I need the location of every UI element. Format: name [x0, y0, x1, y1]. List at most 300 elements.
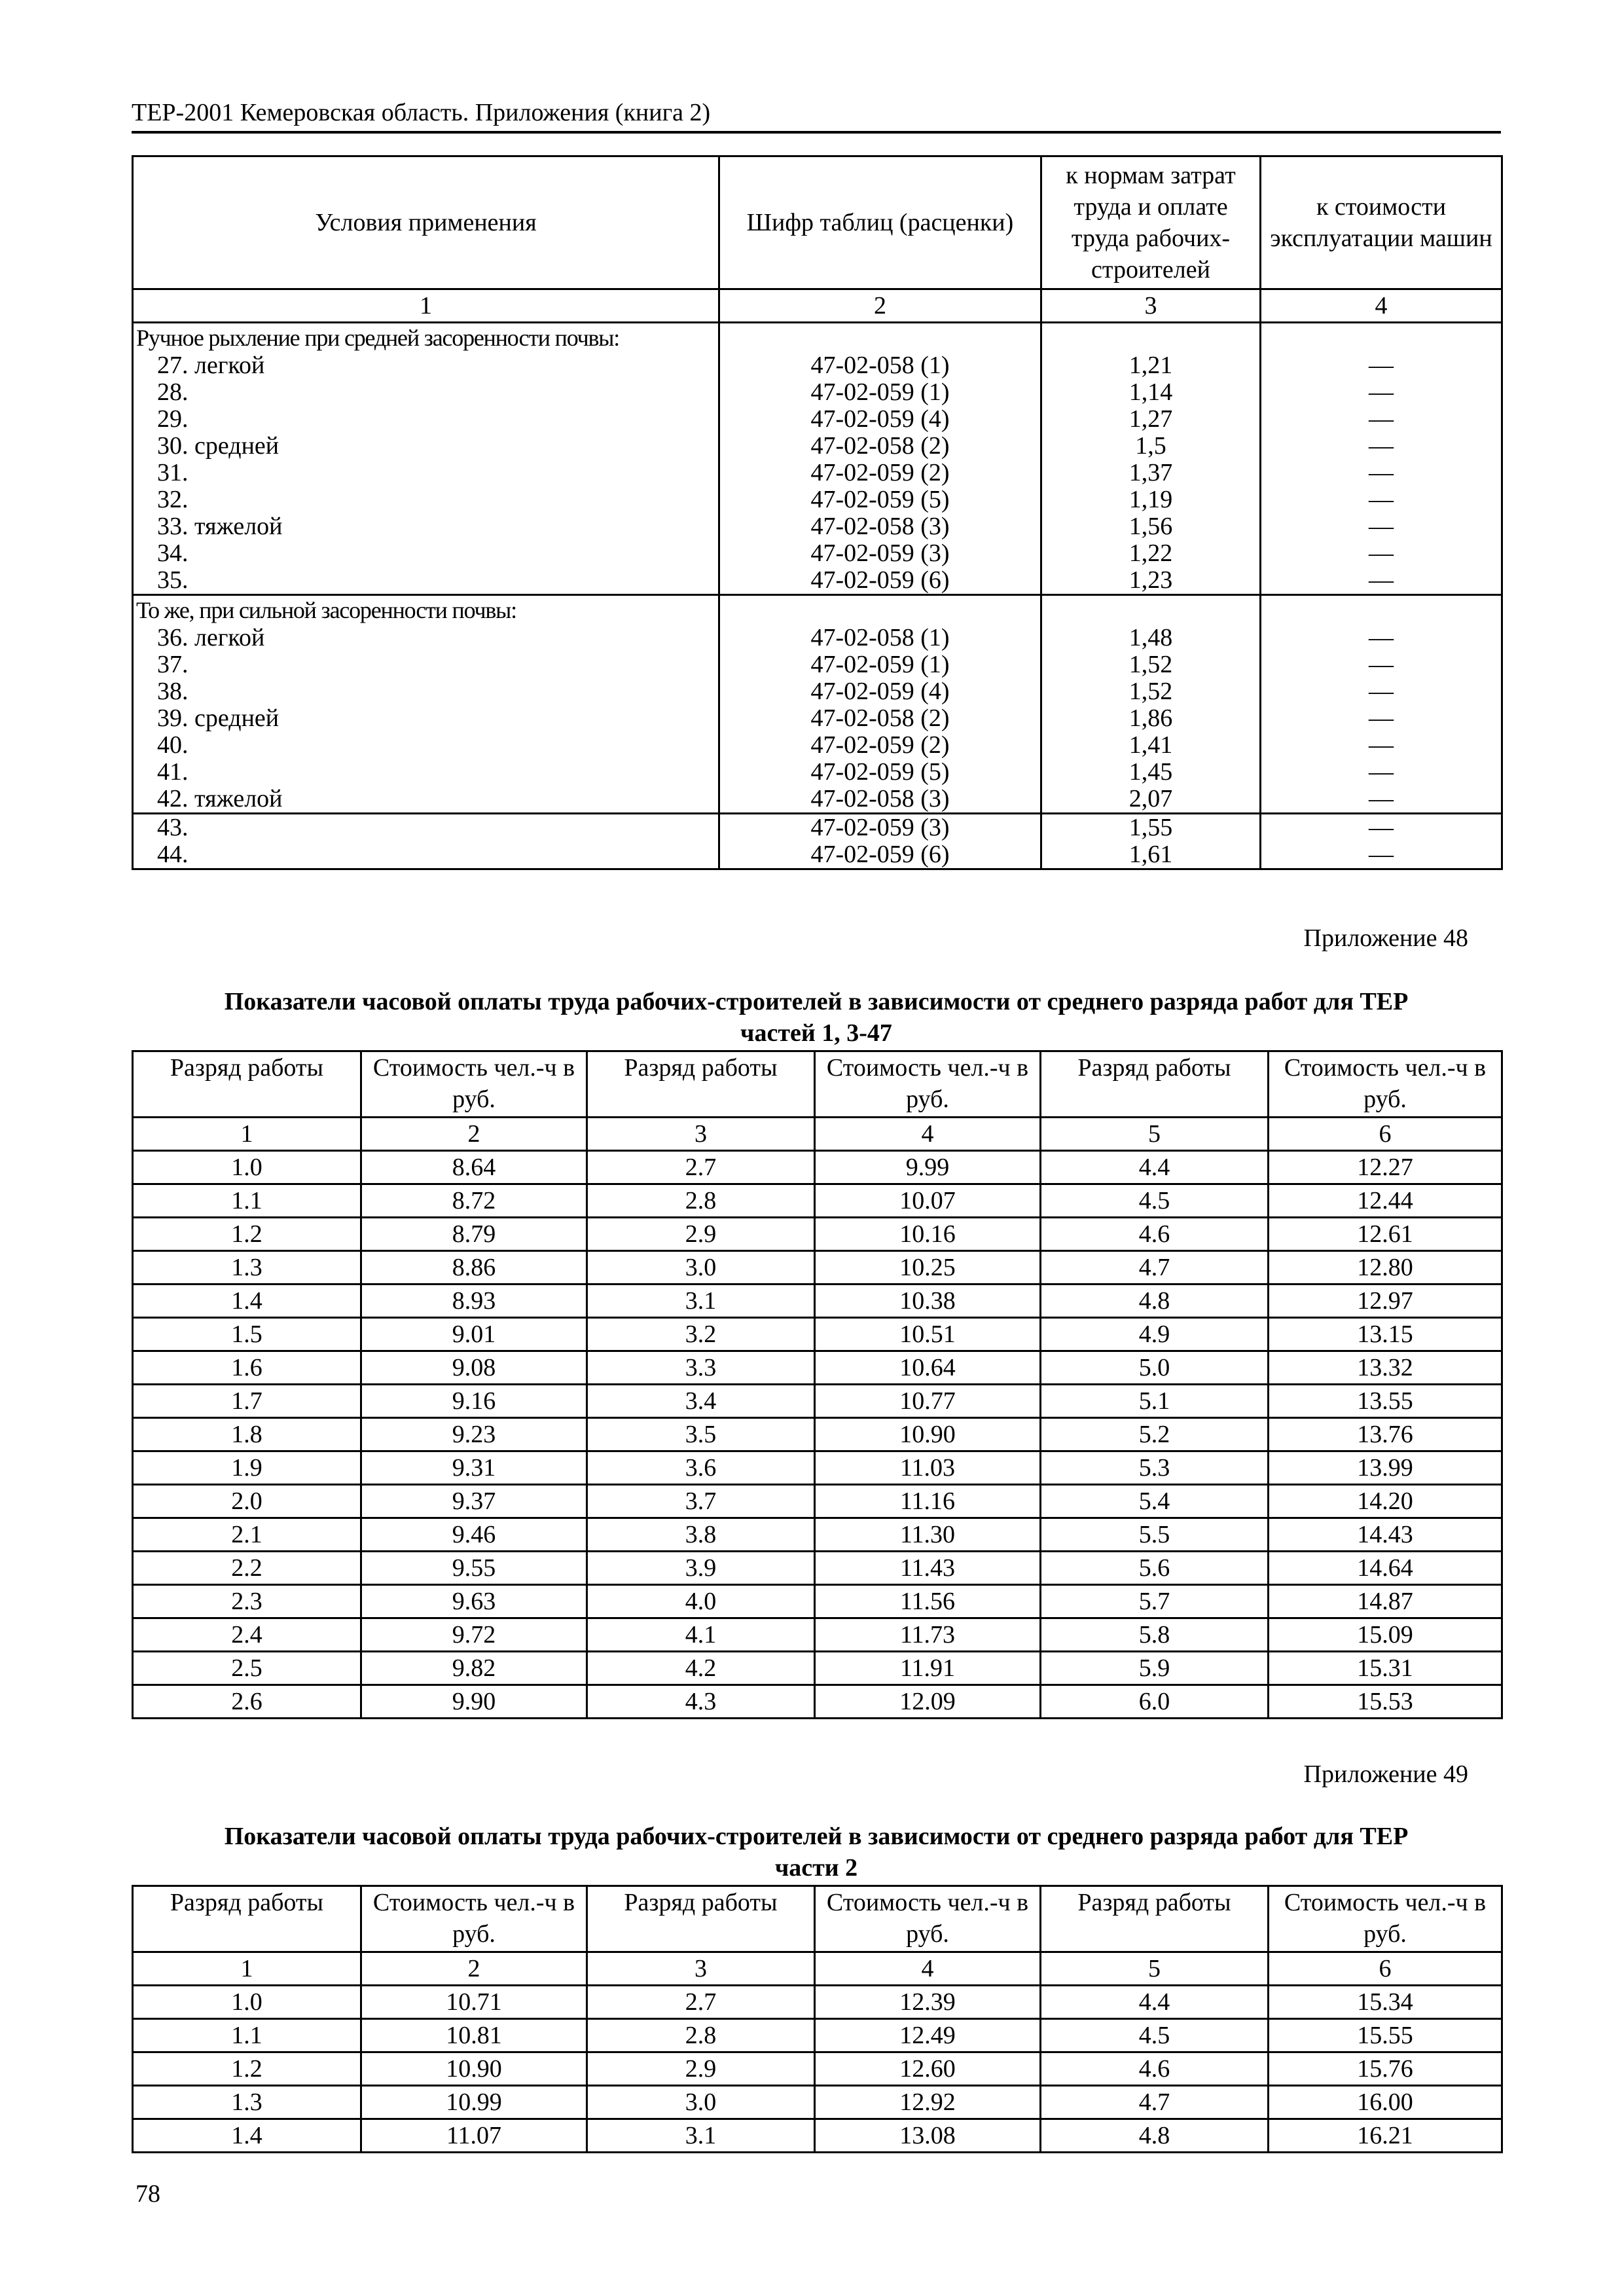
- column-header: Условия применения: [133, 156, 719, 289]
- table-cell: 4.4: [1041, 1986, 1269, 2019]
- table-row: [133, 1652, 1502, 1685]
- table-cell: 11.91: [815, 1652, 1041, 1685]
- table-cell: 12.44: [1269, 1184, 1502, 1218]
- table-cell: 4.5: [1041, 2019, 1269, 2052]
- table-cell: 9.46: [361, 1518, 587, 1552]
- table-cell: 2.7: [587, 1986, 815, 2019]
- table-cell: 3.0: [587, 1251, 815, 1285]
- table-row: [133, 2019, 1502, 2052]
- table-row: [133, 1986, 1502, 2019]
- table-cell: 2.4: [133, 1618, 361, 1652]
- table-cell: 9.82: [361, 1652, 587, 1685]
- table-cell-line: —: [1369, 432, 1394, 460]
- group-cell: [1041, 814, 1261, 869]
- table-cell-line: 47-02-059 (1): [810, 378, 950, 406]
- table-cell: 3.1: [587, 2119, 815, 2153]
- appendix-49-title: [132, 1821, 1501, 1884]
- table-cell-line: 36. легкой: [157, 624, 265, 651]
- column-number: 2: [361, 1952, 587, 1986]
- table-cell: 5.2: [1041, 1418, 1269, 1451]
- table-cell: 13.76: [1269, 1418, 1502, 1451]
- table-cell-line: —: [1369, 459, 1394, 486]
- table-cell: 13.08: [815, 2119, 1041, 2153]
- column-number: 4: [815, 1118, 1041, 1151]
- table-cell-line: 1,86: [1128, 704, 1173, 732]
- column-number: 4: [815, 1952, 1041, 1986]
- table-cell: 9.55: [361, 1552, 587, 1585]
- column-number: 5: [1041, 1118, 1269, 1151]
- table-cell: 3.4: [587, 1385, 815, 1418]
- table-cell: 4.9: [1041, 1318, 1269, 1351]
- table-cell: 4.3: [587, 1685, 815, 1719]
- table-cell: 5.0: [1041, 1351, 1269, 1385]
- table-cell: 1.6: [133, 1351, 361, 1385]
- appendix-48-table: [132, 1050, 1503, 1719]
- table-cell: 5.1: [1041, 1385, 1269, 1418]
- table-cell-line: 1,45: [1128, 758, 1173, 786]
- table-cell: 13.32: [1269, 1351, 1502, 1385]
- column-number: 3: [587, 1118, 815, 1151]
- appendix-48-title-line2: частей 1, 3-47: [740, 1019, 892, 1047]
- table-cell: 5.6: [1041, 1552, 1269, 1585]
- appendix-49-table: [132, 1885, 1503, 2153]
- table-row: [133, 2052, 1502, 2086]
- group-cell: [1261, 814, 1502, 869]
- column-number-row: [133, 1118, 1502, 1151]
- table-cell: 3.0: [587, 2086, 815, 2119]
- column-header: Стоимость чел.-ч в руб.: [361, 1886, 587, 1952]
- table-cell: 1.3: [133, 2086, 361, 2119]
- table-cell: 15.09: [1269, 1618, 1502, 1652]
- table-cell-line: 29.: [157, 405, 189, 433]
- group-cell: [1041, 595, 1261, 814]
- table-row: [133, 1552, 1502, 1585]
- group-spacer: [1042, 323, 1259, 352]
- table-cell-line: 37.: [157, 651, 189, 678]
- row-group: [133, 323, 1502, 595]
- table-cell: 10.77: [815, 1385, 1041, 1418]
- table-cell: 11.07: [361, 2119, 587, 2153]
- table-cell: 3.1: [587, 1285, 815, 1318]
- group-cell: [1261, 595, 1502, 814]
- appendix-49-title-line2: части 2: [774, 1854, 858, 1882]
- running-head: ТЕР-2001 Кемеровская область. Приложения (книга 2): [132, 96, 1501, 134]
- table-cell-line: 1,21: [1128, 352, 1173, 379]
- table-cell: 2.8: [587, 2019, 815, 2052]
- column-number: 3: [1041, 289, 1261, 323]
- table-cell: 2.3: [133, 1585, 361, 1618]
- table-cell-line: 47-02-058 (2): [810, 704, 950, 732]
- table-cell: 2.6: [133, 1685, 361, 1719]
- table-cell-line: —: [1369, 624, 1394, 651]
- column-header: Разряд работы: [133, 1051, 361, 1118]
- table-cell: 1.7: [133, 1385, 361, 1418]
- table-cell-line: 47-02-059 (2): [810, 459, 950, 486]
- table-cell-line: 42. тяжелой: [157, 785, 283, 812]
- table-cell-line: 47-02-059 (5): [810, 486, 950, 513]
- table-cell-line: —: [1369, 731, 1394, 759]
- table-cell: 4.8: [1041, 1285, 1269, 1318]
- table-cell-line: 47-02-059 (6): [810, 841, 950, 868]
- header-row: [133, 1886, 1502, 1952]
- table-cell: 14.64: [1269, 1552, 1502, 1585]
- table-cell: 12.39: [815, 1986, 1041, 2019]
- table-cell-line: 1,14: [1128, 378, 1173, 406]
- header-row: [133, 1051, 1502, 1118]
- table-cell: 11.16: [815, 1485, 1041, 1518]
- table-cell: 10.64: [815, 1351, 1041, 1385]
- table-cell: 3.6: [587, 1451, 815, 1485]
- column-header: Разряд работы: [133, 1886, 361, 1952]
- table-cell: 8.64: [361, 1151, 587, 1184]
- table-cell: 13.55: [1269, 1385, 1502, 1418]
- table-cell: 4.0: [587, 1585, 815, 1618]
- table-row: [133, 1618, 1502, 1652]
- table-cell: 3.3: [587, 1351, 815, 1385]
- table-cell-line: 34.: [157, 539, 189, 567]
- table-row: [133, 1351, 1502, 1385]
- table-cell: 9.01: [361, 1318, 587, 1351]
- table-cell: 12.80: [1269, 1251, 1502, 1285]
- table-cell-line: 47-02-059 (3): [810, 814, 950, 841]
- table-cell-line: 47-02-058 (2): [810, 432, 950, 460]
- column-number: 2: [361, 1118, 587, 1151]
- table-cell: 10.16: [815, 1218, 1041, 1251]
- group-cell: [133, 595, 719, 814]
- table-cell: 2.0: [133, 1485, 361, 1518]
- table-cell: 5.5: [1041, 1518, 1269, 1552]
- table-row: [133, 1485, 1502, 1518]
- table-row: [133, 1151, 1502, 1184]
- table-cell: 4.7: [1041, 1251, 1269, 1285]
- table-cell: 9.90: [361, 1685, 587, 1719]
- table-cell: 3.9: [587, 1552, 815, 1585]
- group-spacer: [1261, 596, 1501, 625]
- table-cell: 4.1: [587, 1618, 815, 1652]
- table-cell: 9.23: [361, 1418, 587, 1451]
- table-cell-line: 39. средней: [157, 704, 280, 732]
- table-cell: 10.99: [361, 2086, 587, 2119]
- table-cell: 15.34: [1269, 1986, 1502, 2019]
- page-number: 78: [135, 2180, 160, 2208]
- table-cell: 11.30: [815, 1518, 1041, 1552]
- table-cell-line: —: [1369, 758, 1394, 786]
- table-row: [133, 1385, 1502, 1418]
- table-row: [133, 2086, 1502, 2119]
- table-cell: 1.1: [133, 2019, 361, 2052]
- table-cell: 12.92: [815, 2086, 1041, 2119]
- table-cell: 4.5: [1041, 1184, 1269, 1218]
- group-cell: [1041, 323, 1261, 595]
- column-header: Стоимость чел.-ч в руб.: [1269, 1886, 1502, 1952]
- appendix-49-title-line1: Показатели часовой оплаты труда рабочих-строителей в зависимости от среднего разряда работ для ТЕР: [224, 1823, 1409, 1850]
- column-header: Стоимость чел.-ч в руб.: [815, 1886, 1041, 1952]
- table-cell-line: 35.: [157, 566, 189, 594]
- table-cell-line: 47-02-058 (1): [810, 352, 950, 379]
- table-row: [133, 1184, 1502, 1218]
- table-cell: 9.31: [361, 1451, 587, 1485]
- column-header: Разряд работы: [1041, 1886, 1269, 1952]
- table-cell-line: 31.: [157, 459, 189, 486]
- table-cell-line: 1,52: [1128, 678, 1173, 705]
- table-cell-line: —: [1369, 539, 1394, 567]
- table-row: [133, 1218, 1502, 1251]
- table-cell: 10.07: [815, 1184, 1041, 1218]
- table-cell: 1.1: [133, 1184, 361, 1218]
- table-cell: 9.72: [361, 1618, 587, 1652]
- table-cell: 2.9: [587, 1218, 815, 1251]
- column-number: 1: [133, 1952, 361, 1986]
- table-cell-line: 1,61: [1128, 841, 1173, 868]
- table-cell: 3.2: [587, 1318, 815, 1351]
- table-cell-line: —: [1369, 566, 1394, 594]
- column-number-row: [133, 1952, 1502, 1986]
- table-cell: 12.49: [815, 2019, 1041, 2052]
- table-cell-line: 1,37: [1128, 459, 1173, 486]
- column-header: Разряд работы: [587, 1886, 815, 1952]
- column-number: 3: [587, 1952, 815, 1986]
- table-cell: 12.97: [1269, 1285, 1502, 1318]
- table-cell: 11.56: [815, 1585, 1041, 1618]
- group-cell: [719, 595, 1041, 814]
- table-cell-line: 38.: [157, 678, 189, 705]
- table-cell: 8.79: [361, 1218, 587, 1251]
- column-number: 1: [133, 289, 719, 323]
- appendix-49-label: Приложение 49: [1303, 1760, 1468, 1788]
- table-row: [133, 1318, 1502, 1351]
- table-cell-line: 47-02-059 (6): [810, 566, 950, 594]
- table-cell: 11.73: [815, 1618, 1041, 1652]
- column-header: к нормам затрат труда и оплате труда рабочих-строителей: [1041, 156, 1261, 289]
- table-cell: 10.25: [815, 1251, 1041, 1285]
- table-cell-line: 30. средней: [157, 432, 280, 460]
- table-cell: 10.51: [815, 1318, 1041, 1351]
- column-number: 6: [1269, 1118, 1502, 1151]
- table-cell: 2.8: [587, 1184, 815, 1218]
- table-cell: 14.87: [1269, 1585, 1502, 1618]
- column-number: 4: [1261, 289, 1502, 323]
- table-cell-line: 47-02-058 (1): [810, 624, 950, 651]
- table-cell-line: 28.: [157, 378, 189, 406]
- table-cell-line: 47-02-059 (5): [810, 758, 950, 786]
- table-cell-line: —: [1369, 814, 1394, 841]
- table-cell: 5.7: [1041, 1585, 1269, 1618]
- table-cell: 12.61: [1269, 1218, 1502, 1251]
- table-cell: 2.7: [587, 1151, 815, 1184]
- group-title: То же, при сильной засоренности почвы:: [136, 597, 516, 623]
- table-cell: 9.99: [815, 1151, 1041, 1184]
- column-number: 6: [1269, 1952, 1502, 1986]
- table-cell-line: 1,5: [1135, 432, 1166, 460]
- table-cell-line: 47-02-059 (3): [810, 539, 950, 567]
- table-cell-line: —: [1369, 704, 1394, 732]
- table-cell: 1.4: [133, 1285, 361, 1318]
- header-row: [133, 156, 1502, 289]
- table-row: [133, 1518, 1502, 1552]
- table-cell-line: 1,55: [1128, 814, 1173, 841]
- table-cell-line: —: [1369, 378, 1394, 406]
- table-cell: 11.03: [815, 1451, 1041, 1485]
- table-cell: 15.76: [1269, 2052, 1502, 2086]
- table-cell-line: 2,07: [1128, 785, 1173, 812]
- table-cell: 2.5: [133, 1652, 361, 1685]
- table-cell: 13.15: [1269, 1318, 1502, 1351]
- table-row: [133, 1451, 1502, 1485]
- table-cell-line: 1,23: [1128, 566, 1173, 594]
- column-header: Разряд работы: [1041, 1051, 1269, 1118]
- table-cell: 15.53: [1269, 1685, 1502, 1719]
- table-cell: 1.5: [133, 1318, 361, 1351]
- table-cell: 4.6: [1041, 2052, 1269, 2086]
- table-cell: 9.37: [361, 1485, 587, 1518]
- row-group: [133, 595, 1502, 814]
- table-cell-line: 47-02-058 (3): [810, 513, 950, 540]
- column-header: к стоимости эксплуатации машин: [1261, 156, 1502, 289]
- table-cell-line: 43.: [157, 814, 189, 841]
- table-cell-line: 1,19: [1128, 486, 1173, 513]
- table-cell: 3.7: [587, 1485, 815, 1518]
- table-cell: 1.8: [133, 1418, 361, 1451]
- table-cell-line: 1,52: [1128, 651, 1173, 678]
- table-cell: 2.2: [133, 1552, 361, 1585]
- table-cell-line: 44.: [157, 841, 189, 868]
- table-cell: 10.38: [815, 1285, 1041, 1318]
- table-row: [133, 1418, 1502, 1451]
- column-number: 5: [1041, 1952, 1269, 1986]
- table-row: [133, 1685, 1502, 1719]
- table-cell: 10.90: [361, 2052, 587, 2086]
- table-cell: 4.8: [1041, 2119, 1269, 2153]
- table-cell: 5.4: [1041, 1485, 1269, 1518]
- table-cell: 12.60: [815, 2052, 1041, 2086]
- table-cell: 1.0: [133, 1151, 361, 1184]
- table-cell-line: 1,22: [1128, 539, 1173, 567]
- table-cell-line: —: [1369, 513, 1394, 540]
- group-cell: [133, 323, 719, 595]
- table-cell: 10.81: [361, 2019, 587, 2052]
- column-header: Стоимость чел.-ч в руб.: [1269, 1051, 1502, 1118]
- table-cell: 16.00: [1269, 2086, 1502, 2119]
- appendix-48-title: [132, 986, 1501, 1049]
- table-cell: 5.8: [1041, 1618, 1269, 1652]
- group-title: Ручное рыхление при средней засоренности почвы:: [136, 325, 620, 351]
- table-cell: 10.90: [815, 1418, 1041, 1451]
- table-cell: 11.43: [815, 1552, 1041, 1585]
- table-cell-line: —: [1369, 405, 1394, 433]
- table-row: [133, 1585, 1502, 1618]
- table-cell-line: —: [1369, 678, 1394, 705]
- group-spacer: [720, 596, 1040, 625]
- table-cell: 1.9: [133, 1451, 361, 1485]
- group-spacer: [1042, 596, 1259, 625]
- table-cell-line: 1,27: [1128, 405, 1173, 433]
- column-header: Стоимость чел.-ч в руб.: [815, 1051, 1041, 1118]
- group-spacer: [720, 323, 1040, 352]
- table-cell: 14.20: [1269, 1485, 1502, 1518]
- table-row: [133, 1285, 1502, 1318]
- appendix-48-title-line1: Показатели часовой оплаты труда рабочих-строителей в зависимости от среднего разряда работ для ТЕР: [224, 988, 1409, 1015]
- table-cell-line: 1,41: [1128, 731, 1173, 759]
- table-cell: 15.31: [1269, 1652, 1502, 1685]
- column-number-row: [133, 289, 1502, 323]
- column-number: 1: [133, 1118, 361, 1151]
- column-number: 2: [719, 289, 1041, 323]
- table-cell: 1.2: [133, 2052, 361, 2086]
- group-cell: [133, 814, 719, 869]
- table-cell: 5.9: [1041, 1652, 1269, 1685]
- group-spacer: [1261, 323, 1501, 352]
- table-cell-line: —: [1369, 841, 1394, 868]
- table-cell-line: —: [1369, 486, 1394, 513]
- row-group: [133, 814, 1502, 869]
- table-cell: 4.2: [587, 1652, 815, 1685]
- table-cell-line: —: [1369, 352, 1394, 379]
- table-cell: 8.72: [361, 1184, 587, 1218]
- table-cell: 12.09: [815, 1685, 1041, 1719]
- table-cell: 1.4: [133, 2119, 361, 2153]
- table-cell: 5.3: [1041, 1451, 1269, 1485]
- table-cell-line: —: [1369, 785, 1394, 812]
- table-cell: 14.43: [1269, 1518, 1502, 1552]
- table-cell: 16.21: [1269, 2119, 1502, 2153]
- table-row: [133, 1251, 1502, 1285]
- group-cell: [1261, 323, 1502, 595]
- column-header: Шифр таблиц (расценки): [719, 156, 1041, 289]
- table-cell-line: 27. легкой: [157, 352, 265, 379]
- table-cell: 1.0: [133, 1986, 361, 2019]
- coefficients-table: [132, 155, 1503, 870]
- table-cell: 1.2: [133, 1218, 361, 1251]
- group-cell: [719, 814, 1041, 869]
- column-header: Стоимость чел.-ч в руб.: [361, 1051, 587, 1118]
- table-cell-line: 47-02-059 (1): [810, 651, 950, 678]
- table-cell: 1.3: [133, 1251, 361, 1285]
- table-row: [133, 2119, 1502, 2153]
- table-cell-line: 33. тяжелой: [157, 513, 283, 540]
- table-cell: 6.0: [1041, 1685, 1269, 1719]
- table-cell-line: 1,56: [1128, 513, 1173, 540]
- table-cell: 9.08: [361, 1351, 587, 1385]
- table-cell-line: 32.: [157, 486, 189, 513]
- table-cell: 10.71: [361, 1986, 587, 2019]
- table-cell: 15.55: [1269, 2019, 1502, 2052]
- table-cell-line: 47-02-059 (2): [810, 731, 950, 759]
- table-cell: 9.16: [361, 1385, 587, 1418]
- table-cell: 2.9: [587, 2052, 815, 2086]
- table-cell: 8.86: [361, 1251, 587, 1285]
- table-cell-line: 1,48: [1128, 624, 1173, 651]
- group-cell: [719, 323, 1041, 595]
- table-cell-line: 47-02-059 (4): [810, 405, 950, 433]
- table-cell: 13.99: [1269, 1451, 1502, 1485]
- table-cell-line: 47-02-058 (3): [810, 785, 950, 812]
- table-cell: 12.27: [1269, 1151, 1502, 1184]
- table-cell: 8.93: [361, 1285, 587, 1318]
- table-cell-line: 41.: [157, 758, 189, 786]
- table-cell: 3.5: [587, 1418, 815, 1451]
- appendix-48-label: Приложение 48: [1303, 924, 1468, 952]
- table-cell: 4.6: [1041, 1218, 1269, 1251]
- table-cell: 4.7: [1041, 2086, 1269, 2119]
- table-cell-line: 40.: [157, 731, 189, 759]
- table-cell-line: —: [1369, 651, 1394, 678]
- table-cell: 4.4: [1041, 1151, 1269, 1184]
- table-cell: 2.1: [133, 1518, 361, 1552]
- column-header: Разряд работы: [587, 1051, 815, 1118]
- table-cell: 9.63: [361, 1585, 587, 1618]
- table-cell-line: 47-02-059 (4): [810, 678, 950, 705]
- table-cell: 3.8: [587, 1518, 815, 1552]
